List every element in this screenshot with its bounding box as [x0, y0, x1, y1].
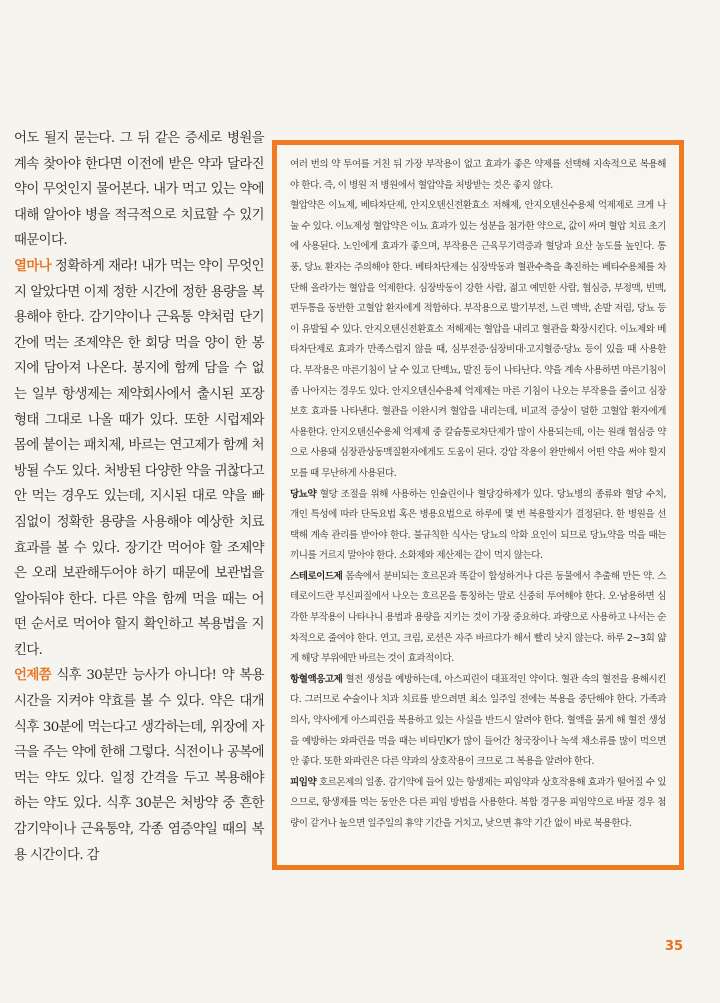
box-contraceptive-paragraph: 피임약 호르몬제의 일종. 감기약에 들어 있는 항생제는 피임약과 상호작용해 효과가 떨어질 수 있으므로, 항생제를 먹는 동안은 다른 피임 방법을 사용한다. 복합 경구용 피임약으로 바꿀 경우 첨량이 같거나 높으면 일주일의 휴약 기간을 거치고, 낮으면 휴약 기간 없이 바로 복용한다. — [290, 776, 666, 829]
page-number: 35 — [665, 939, 684, 954]
keyword-heading-dosage: 열마나 — [14, 258, 52, 274]
paragraph-dosage — [14, 254, 264, 664]
box-diabetes-paragraph: 당뇨약 혈당 조절을 위해 사용하는 인슐린이나 혈당강하제가 있다. 당뇨병의 종류와 혈당 수치, 개인 특성에 따라 단독요법 혹은 병용요법으로 하루에 몇 번 복용할지가 결정된다. 한 병원을 선택해 계속 관리를 받아야 한다. 불규칙한 식사는 당뇨의 악화 요인이 되므로 당뇨약을 먹을 때는 끼니를 거르지 말아야 한다. 소화제와 제산제는 같이 먹지 않는다. — [290, 488, 666, 562]
main-text-column — [14, 126, 264, 868]
box-steroid-paragraph: 스테로이드제 몸속에서 분비되는 호르몬과 똑같이 합성하거나 다른 동물에서 추출해 만든 약. 스테로이드란 부신피질에서 나오는 호르몬을 통칭하는 말로 신중히 투여해야 한다. 오·남용하면 심각한 부작용이 나타나니 용법과 용량을 지키는 것이 가장 중요하다. 과량으로 사용하고 나서는 순차적으로 줄여야 한다. 연고, 크림, 로션은 자주 바르다가 해서 빨리 낫지 않는다. 하루 2~3회 얇게 해당 부위에만 바르는 것이 효과적이다. — [290, 570, 666, 665]
sidebar-info-box — [272, 140, 684, 870]
box-anticoagulant-paragraph: 항혈액응고제 혈전 생성을 예방하는데, 아스피린이 대표적인 약이다. 혈관 속의 혈전을 용해시킨다. 그러므로 수술이나 치과 치료를 받으려면 최소 일주일 전에는 복용을 중단해야 한다. 가족과 의사, 약사에게 아스피린을 복용하고 있는 사실을 반드시 알려야 한다. 혈액을 묽게 해 혈전 생성을 예방하는 와파린을 먹을 때는 비타민K가 많이 들어간 청국장이나 녹색 채소류를 많이 먹으면 안 좋다. 또한 와파린은 다른 약과의 상호작용이 크므로 그 복용을 알려야 한다. — [290, 673, 666, 768]
box-heading-contraceptive: 피임약 — [290, 776, 317, 788]
paragraph-intro-continuation — [14, 126, 264, 254]
box-intro-paragraph: 여러 번의 약 투여를 거친 뒤 가장 부작용이 없고 효과가 좋은 약제를 선택해 지속적으로 복용해야 한다. 즉, 이 병원 저 병원에서 혈압약을 처방받는 것은 좋지 않다. — [290, 159, 666, 191]
box-blood-pressure-paragraph: 혈압약은 이뇨제, 베타차단제, 안지오텐신전환효소 저해제, 안지오텐신수용체 억제제로 크게 나눌 수 있다. 이뇨제성 혈압약은 이뇨 효과가 있는 성분을 첨가한 약으로, 값이 싸며 혈압 치료 초기에 사용된다. 노인에게 효과가 좋으며, 부작용은 근육무기력증과 혈당과 요산 농도를 높인다. 통풍, 당뇨 환자는 주의해야 한다. 베타차단제는 심장박동과 혈관수축을 촉진하는 베타수용체를 차단해 올라가는 혈압을 억제한다. 심장박동이 강한 사람, 젊고 예민한 사람, 협심증, 부정맥, 빈맥, 편두통을 동반한 고혈압 환자에게 적합하다. 부작용으로 발기부전, 느린 맥박, 손발 저림, 당뇨 등이 유발될 수 있다. 안지오텐신전환효소 저해제는 혈압을 내리고 혈관을 확장시킨다. 이뇨제와 베타차단제로 효과가 만족스럽지 않을 때, 심부전증·심장비대·고지혈증·당뇨 등이 있을 때 사용한다. 부작용은 마른기침이 날 수 있고 단백뇨, 발진 등이 나타난다. 약을 계속 사용하면 마른기침이 좀 나아지는 경우도 있다. 안지오텐신수용체 억제제는 마른 기침이 나오는 부작용을 줄이고 심장 보호 효과를 나타낸다. 혈관을 이완시켜 혈압을 내리는데, 비교적 증상이 덜한 고혈압 환자에게 사용한다. 안지오텐신수용체 억제제 중 칼슘통로차단제가 많이 사용되는데, 이는 원래 협심증 약으로 사용돼 심장관상동맥질환자에게도 도움이 된다. 강압 작용이 완만해서 어떤 약을 써야 할지 모를 때 무난하게 사용된다. — [290, 200, 666, 479]
box-heading-diabetes: 당뇨약 — [290, 488, 317, 500]
paragraph-text: 정확하게 재라! 내가 먹는 약이 무엇인지 알았다면 이제 정한 시간에 정한 용량을 복용해야 한다. 감기약이나 근육통 약처럼 단기간에 먹는 조제약은 한 회당 먹을 양이 한 봉지에 담아져 나온다. 봉지에 함께 담을 수 없는 일부 항생제는 제약회사에서 출시된 포장 형태 그대로 나올 때가 있다. 또한 시럽제와 몸에 붙이는 패치제, 바르는 연고제가 함께 처방될 수도 있다. 처방된 다양한 약을 귀찮다고 안 먹는 경우도 있는데, 지시된 대로 약을 빠짐없이 정확한 용량을 사용해야 예상한 치료 효과를 볼 수 있다. 장기간 먹어야 할 조제약은 오래 보관해두어야 하기 때문에 보관법을 알아둬야 한다. 다른 약을 함께 먹을 때는 어떤 순서로 먹어야 할지 확인하고 복용법을 지킨다. — [14, 258, 264, 658]
keyword-heading-timing: 언제쯤 — [14, 668, 52, 684]
paragraph-text: 식후 30분만 능사가 아니다! 약 복용 시간을 지켜야 약효를 볼 수 있다. 약은 대개 식후 30분에 먹는다고 생각하는데, 위장에 자극을 주는 약에 한해 그렇다. 식전이나 공복에 먹는 약도 있다. 일정 간격을 두고 복용해야 하는 약도 있다. 식후 30분은 처방약 중 흔한 감기약이나 근육통약, 각종 염증약일 때의 복용 시간이다. 감 — [14, 668, 264, 863]
box-heading-steroid: 스테로이드제 — [290, 570, 343, 582]
paragraph-text: 어도 될지 묻는다. 그 뒤 같은 증세로 병원을 계속 찾아야 한다면 이전에 받은 약과 달라진 약이 무엇인지 물어본다. 내가 먹고 있는 약에 대해 알아야 병을 적극적으로 치료할 수 있기 때문이다. — [14, 131, 264, 249]
box-heading-anticoagulant: 항혈액응고제 — [290, 673, 343, 685]
paragraph-timing — [14, 663, 264, 868]
